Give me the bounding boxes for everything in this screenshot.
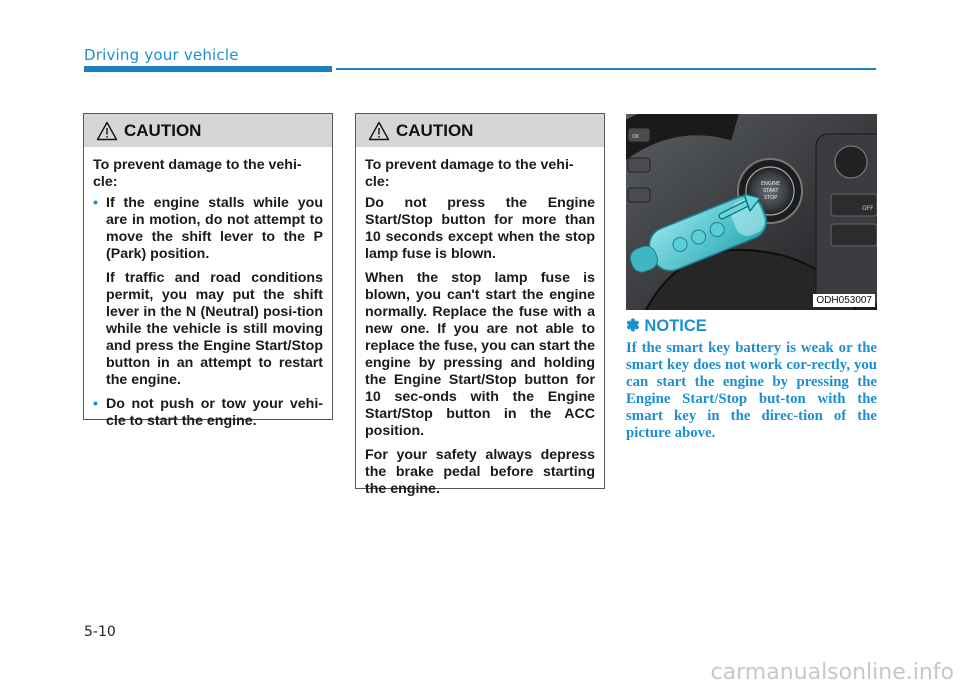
smart-key-start-figure bbox=[626, 114, 877, 310]
warning-triangle-icon bbox=[368, 121, 390, 141]
start-button-label: STOP bbox=[764, 195, 778, 201]
caution-bullet-list bbox=[93, 195, 323, 430]
caution-paragraph: Do not press the Engine Start/Stop button for more than 10 seconds except when the stop lamp fuse is blown. bbox=[365, 195, 595, 262]
caution-paragraph: For your safety always depress the brake pedal before starting the engine. bbox=[365, 447, 595, 497]
caution-bullet bbox=[93, 195, 323, 389]
panel-label-ok: OK bbox=[632, 134, 640, 140]
bullet-dot-icon: • bbox=[93, 396, 98, 412]
header-rule-thin bbox=[336, 68, 876, 70]
caution-bullet-text: Do not push or tow your vehi-cle to start the engine. bbox=[106, 396, 323, 429]
caution-header bbox=[84, 114, 332, 147]
caution-bullet bbox=[93, 396, 323, 430]
figure-code: ODH053007 bbox=[813, 294, 875, 307]
caution-bullet-text: If the engine stalls while you are in motion, do not attempt to move the shift lever to the P (Park) position. bbox=[106, 195, 323, 262]
caution-bullet-subtext: If traffic and road conditions permit, you may put the shift lever in the N (Neutral) posi-tion while the vehicle is still moving and press the Engine Start/Stop button in an attempt to restart the engine. bbox=[106, 270, 323, 388]
bullet-dot-icon: • bbox=[93, 195, 98, 211]
caution-paragraph: When the stop lamp fuse is blown, you can't start the engine normally. Replace the fuse with a new one. If you are not able to replace the fuse, you can start the engine by pressing and holding the Engine Start/Stop button for 10 sec-onds with the Engine Start/Stop button in the ACC position. bbox=[365, 270, 595, 439]
watermark: carmanualsonline.info bbox=[710, 660, 954, 685]
start-button-label: ENGINE bbox=[761, 181, 781, 187]
notice-body: If the smart key battery is weak or the smart key does not work cor-rectly, you can start the engine by pressing the Engine Start/Stop but-ton with the smart key in the direc-tion of the picture above. bbox=[626, 340, 877, 441]
caution-intro: To prevent damage to the vehi-cle: bbox=[365, 157, 574, 190]
caution-title: CAUTION bbox=[396, 120, 474, 140]
caution-box-left bbox=[83, 113, 333, 429]
caution-intro: To prevent damage to the vehi-cle: bbox=[93, 157, 302, 190]
panel-label: OFF bbox=[862, 205, 874, 212]
section-title: Driving your vehicle bbox=[84, 46, 239, 64]
smart-key-illustration bbox=[626, 114, 877, 310]
caution-box-middle bbox=[355, 113, 605, 497]
notice-title-text: NOTICE bbox=[644, 317, 707, 335]
start-button-label: START bbox=[763, 188, 779, 194]
caution-header bbox=[356, 114, 604, 147]
notice-symbol-icon: ✽ bbox=[626, 317, 640, 335]
warning-triangle-icon bbox=[96, 121, 118, 141]
caution-body bbox=[84, 147, 332, 430]
caution-body bbox=[356, 147, 604, 498]
caution-title: CAUTION bbox=[124, 120, 202, 140]
page-number: 5-10 bbox=[84, 624, 116, 640]
notice-title bbox=[626, 316, 707, 336]
header-rule-thick bbox=[84, 66, 332, 72]
